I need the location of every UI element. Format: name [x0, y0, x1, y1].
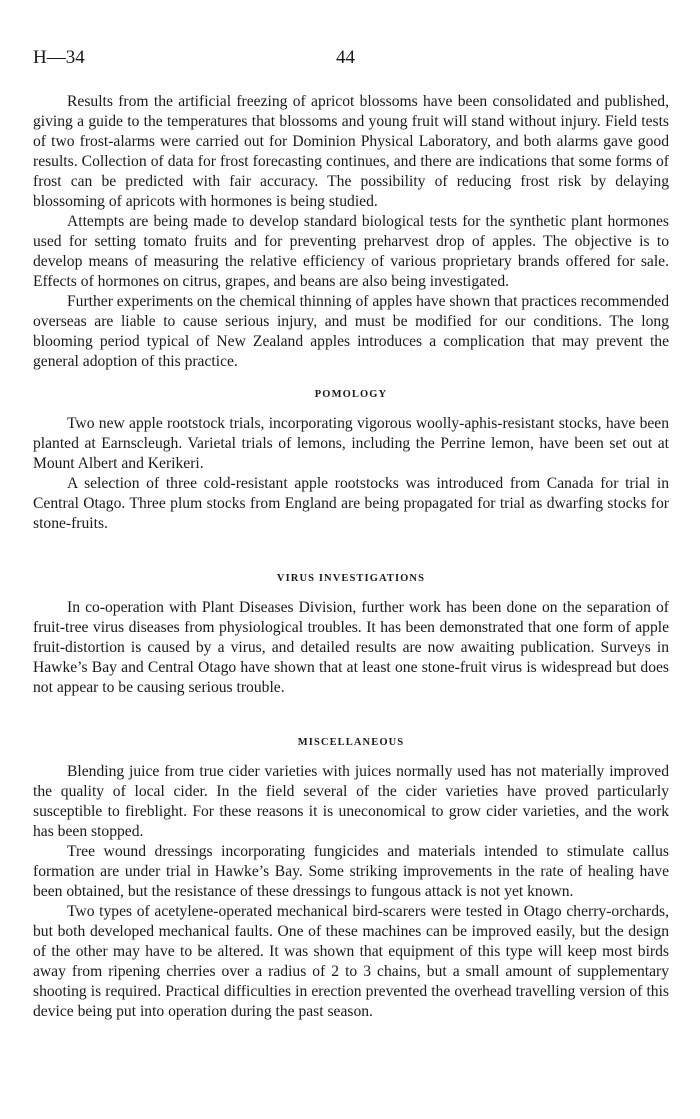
section-heading-miscellaneous: MISCELLANEOUS	[297, 737, 405, 748]
section-heading-pomology: POMOLOGY	[314, 389, 388, 400]
intro-section	[33, 92, 669, 372]
paragraph-plant-hormones: Attempts are being made to develop standard biological tests for the synthetic plant hormones used for setting tomato fruits and for preventing preharvest drop of apples. The objective is to develop means of measuring the relative efficiency of various proprietary brands offered for sale. Effects of hormones on citrus, grapes, and beans are also being investigated.	[33, 213, 669, 290]
page-number: 44	[336, 47, 355, 68]
paragraph-frost-research: Results from the artificial freezing of apricot blossoms have been consolidated and published, giving a guide to the temperatures that blossoms and young fruit will stand without injury. Field tests of two frost-alarms were carried out for Dominion Physical Laboratory, and both alarms gave good results. Collection of data for frost forecasting continues, and there are indications that some forms of frost can be predicted with fair accuracy. The possibility of reducing frost risk by delaying blossoming of apricots with hormones is being studied.	[33, 93, 669, 210]
paragraph-cold-resistant-rootstocks: A selection of three cold-resistant apple rootstocks was introduced from Canada for trial in Central Otago. Three plum stocks from England are being propagated for trial as dwarfing stocks for stone-fruits.	[33, 475, 669, 532]
paragraph-bird-scarers: Two types of acetylene-operated mechanical bird-scarers were tested in Otago cherry-orchards, but both developed mechanical faults. One of these machines can be improved easily, but the design of the other may have to be altered. It was shown that equipment of this type will keep most birds away from ripening cherries over a radius of 2 to 3 chains, but a small amount of supplementary shooting is required. Practical difficulties in erection prevented the overhead travelling version of this device being put into operation during the past season.	[33, 903, 669, 1020]
miscellaneous-section	[33, 736, 669, 1022]
document-code: H—34	[33, 47, 85, 68]
paragraph-wound-dressings: Tree wound dressings incorporating fungicides and materials intended to stimulate callus formation are under trial in Hawke’s Bay. Some striking improvements in the rate of healing have been obtained, but the resistance of these dressings to fungous attack is not yet known.	[33, 843, 669, 900]
paragraph-cider-blending: Blending juice from true cider varieties with juices normally used has not materially improved the quality of local cider. In the field several of the cider varieties have proved particularly susceptible to fireblight. For these reasons it is uneconomical to grow cider varieties, and the work has been stopped.	[33, 763, 669, 840]
page-header	[33, 45, 669, 71]
paragraph-chemical-thinning: Further experiments on the chemical thinning of apples have shown that practices recommended overseas are liable to cause serious injury, and must be modified for our conditions. The long blooming period typical of New Zealand apples introduces a complication that may prevent the general adoption of this practice.	[33, 293, 669, 370]
paragraph-virus-diseases: In co-operation with Plant Diseases Division, further work has been done on the separation of fruit-tree virus diseases from physiological troubles. It has been demonstrated that one form of apple fruit-distortion is caused by a virus, and detailed results are now awaiting publication. Surveys in Hawke’s Bay and Central Otago have shown that at least one stone-fruit virus is widespread but does not appear to be causing serious trouble.	[33, 599, 669, 696]
paragraph-rootstock-trials: Two new apple rootstock trials, incorporating vigorous woolly-aphis-resistant stocks, have been planted at Earnscleugh. Varietal trials of lemons, including the Perrine lemon, have been set out at Mount Albert and Kerikeri.	[33, 415, 669, 472]
pomology-section	[33, 388, 669, 534]
page-body	[33, 92, 669, 1022]
section-heading-virus-investigations: VIRUS INVESTIGATIONS	[276, 573, 426, 584]
virus-section	[33, 572, 669, 698]
